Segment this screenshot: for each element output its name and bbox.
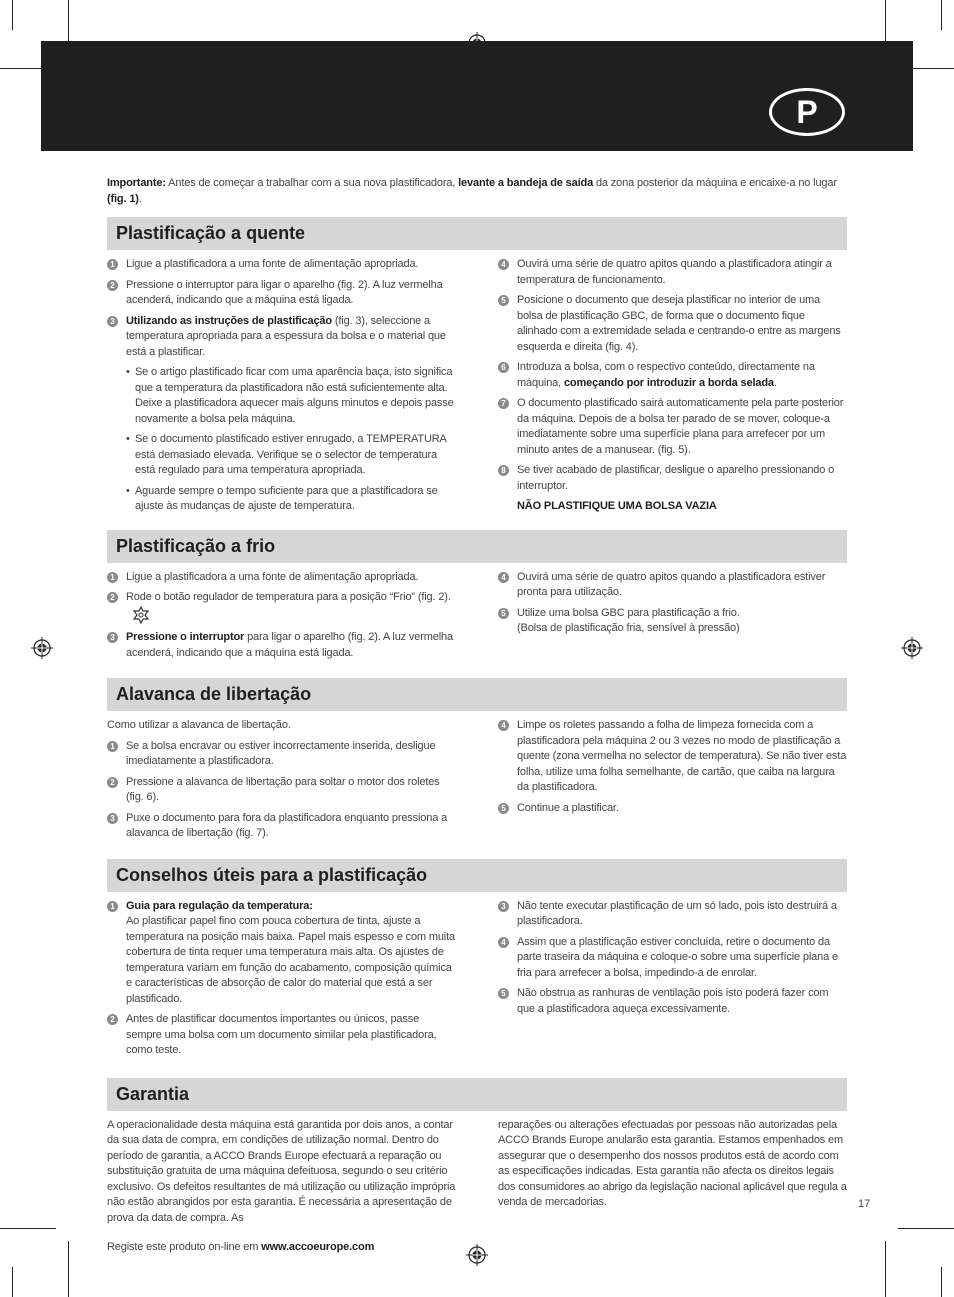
list-item: 1 Guia para regulação da temperatura: Ao plastificar papel fino com pouca cobertura de tinta, ajuste a temperatura na posição mais baixa. Papel mais espesso e com muita cobertura de tinta requer uma temperatura mais alta. Os ajustes de temperatura variam em função do acabamento, composição química e características de absorção de calor do material que está a ser plastificado. (107, 899, 456, 1008)
section-release (107, 711, 847, 847)
section-cold (107, 563, 847, 667)
list-item: 3 Puxe o documento para fora da plastificadora enquanto pressiona a alavanca de libertação (fig. 7). (107, 811, 456, 842)
page-number: 17 (858, 1198, 871, 1210)
crop-mark (941, 1267, 942, 1297)
crop-mark (885, 1241, 886, 1297)
crop-mark (0, 1228, 56, 1229)
list-item: 4 Ouvirá uma série de quatro apitos quando a plastificadora atingir a temperatura de funcionamento. (498, 257, 847, 288)
warranty-text-right: reparações ou alterações efectuadas por pessoas não autorizadas pela ACCO Brands Europe anularão esta garantia. Estamos empenhados em assegurar que o desempenho dos nossos produtos está de acordo com as especificações indicadas. Esta garantia não afecta os direitos legais dos consumidores ao abrigo da legislação nacional aplicável que regula a venda de mercadorias. (498, 1118, 847, 1208)
register-note: Registe este produto on-line em www.accoeurope.com (107, 1241, 375, 1253)
snowflake-icon (132, 606, 150, 624)
registration-mark-icon (901, 637, 923, 659)
register-link[interactable]: www.accoeurope.com (261, 1241, 375, 1253)
list-item: 1 Se a bolsa encravar ou estiver incorrectamente inserida, desligue imediatamente a plastificadora. (107, 739, 456, 770)
section-title-tips: Conselhos úteis para a plastificação (107, 859, 847, 892)
warranty-text-left: A operacionalidade desta máquina está garantida por dois anos, a contar da sua data de compra, em condições de utilização normal. Dentro do período de garantia, a ACCO Brands Europe efectuará a reparação ou substituição gratuita de uma máquina defeituosa, segundo o seu critério exclusivo. Os defeitos resultantes de má utilização ou utilização imprópria não estão abrangidos por esta garantia. É necessária a apresentação de prova da data de compra. As (107, 1118, 456, 1224)
list-item: 1 Ligue a plastificadora a uma fonte de alimentação apropriada. (107, 570, 456, 586)
bullet-item: • Se o documento plastificado estiver enrugado, a TEMPERATURA está demasiado elevada. Verifique se o selector de temperatura está regulado para uma temperatura apropriada. (126, 433, 447, 476)
bullet-item: • Aguarde sempre o tempo suficiente para que a plastificadora se ajuste às mudanças de ajuste de temperatura. (126, 484, 438, 512)
list-item: 8 Se tiver acabado de plastificar, desligue o aparelho pressionando o interruptor. (498, 463, 847, 494)
list-item: 5 Utilize uma bolsa GBC para plastificação a frio. (Bolsa de plastificação fria, sensível à pressão) (498, 606, 847, 637)
section-title-release: Alavanca de libertação (107, 678, 847, 711)
crop-mark (941, 0, 942, 30)
list-item: 5 Posicione o documento que deseja plastificar no interior de uma bolsa de plastificação GBC, de forma que o documento fique alinhado com a extremidade selada e centrando-o entre as margens esquerda e direita (fig. 4). (498, 293, 847, 355)
list-item: 3 Utilizando as instruções de plastificação (fig. 3), seleccione a temperatura apropriada para a espessura da bolsa e o material que está a plastificar. (107, 314, 456, 361)
list-item: 4 Limpe os roletes passando a folha de limpeza fornecida com a plastificadora pela máquina 2 ou 3 vezes no modo de plastificação a quente (zona vermelha no selector de temperatura). Se não tiver esta folha, utilize uma folha semelhante, de cartão, que caiba na largura da plastificadora. (498, 718, 847, 796)
crop-mark (12, 1267, 13, 1297)
list-item: 7 O documento plastificado sairá automaticamente pela parte posterior da máquina. Depois de a bolsa ter parado de se mover, coloque-a imediatamente sobre uma superfície plana para arrefecer por um minuto antes de a manusear. (fig. 5). (498, 396, 847, 458)
list-item: 3 Não tente executar plastificação de um só lado, pois isto destruirá a plastificadora. (498, 899, 847, 930)
section-title-hot: Plastificação a quente (107, 217, 847, 250)
list-item: 5 Continue a plastificar. (498, 801, 847, 817)
intro-label: Importante: (107, 177, 166, 189)
crop-mark (68, 1241, 69, 1297)
release-intro: Como utilizar a alavanca de libertação. (107, 719, 291, 731)
section-hot (107, 250, 847, 520)
warning-text: NÃO PLASTIFIQUE UMA BOLSA VAZIA (517, 500, 717, 512)
list-item: 1 Ligue a plastificadora a uma fonte de alimentação apropriada. (107, 257, 456, 273)
list-item: 2 Pressione o interruptor para ligar o aparelho (fig. 2). A luz vermelha acenderá, indicando que a máquina está ligada. (107, 278, 456, 309)
header-bar (41, 41, 913, 151)
section-warranty (107, 1111, 847, 1261)
section-title-warranty: Garantia (107, 1078, 847, 1111)
list-item: 5 Não obstrua as ranhuras de ventilação pois isto poderá fazer com que a plastificadora aqueça excessivamente. (498, 986, 847, 1017)
list-item: 3 Pressione o interruptor para ligar o aparelho (fig. 2). A luz vermelha acenderá, indicando que a máquina está ligada. (107, 630, 456, 661)
intro-note: Importante: Antes de começar a trabalhar com a sua nova plastificadora, levante a bandeja de saída da zona posterior da máquina e encaixe-a no lugar (fig. 1). (107, 177, 837, 205)
registration-mark-icon (31, 637, 53, 659)
list-item: 4 Ouvirá uma série de quatro apitos quando a plastificadora estiver pronta para utilização. (498, 570, 847, 601)
list-item: 4 Assim que a plastificação estiver concluída, retire o documento da parte traseira da máquina e coloque-o sobre uma superfície plana e fria para arrefecer a bolsa, impedindo-a de enrolar. (498, 935, 847, 982)
bullet-item: • Se o artigo plastificado ficar com uma aparência baça, isto significa que a temperatura da plastificadora não está suficientemente alta. Deixe a plastificadora aquecer mais alguns minutos e depois passe novamente a bolsa pela máquina. (126, 366, 454, 425)
list-item: 2 Antes de plastificar documentos importantes ou únicos, passe sempre uma bolsa com um documento similar pela plastificadora, como teste. (107, 1012, 456, 1059)
page-content (107, 176, 847, 1261)
language-badge: P (769, 88, 845, 136)
list-item: 6 Introduza a bolsa, com o respectivo conteúdo, directamente na máquina, começando por introduzir a borda selada. (498, 360, 847, 391)
section-title-cold: Plastificação a frio (107, 530, 847, 563)
section-tips (107, 892, 847, 1064)
list-item: 2 Pressione a alavanca de libertação para soltar o motor dos roletes (fig. 6). (107, 775, 456, 806)
crop-mark (898, 1228, 954, 1229)
crop-mark (12, 0, 13, 30)
list-item: 2 Rode o botão regulador de temperatura para a posição “Frio” (fig. 2). (107, 590, 456, 625)
